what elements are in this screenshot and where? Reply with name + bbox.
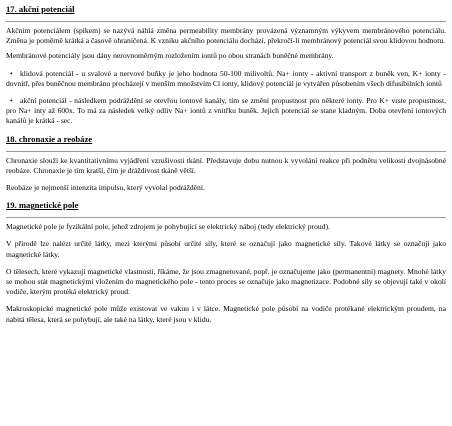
bullet-icon: • xyxy=(10,96,13,106)
section-divider xyxy=(6,151,446,152)
section-divider xyxy=(6,217,446,218)
section-19-paragraph-4: Makroskopické magnetické pole může existovat ve vakuu i v látce. Magnetické pole působí na vodiče protékané elektrickým proudem, na nabitá tělesa, která se pohybují, ale také na látky, které jsou v klidu. xyxy=(6,304,446,324)
section-19-heading: 19. magnetické pole xyxy=(6,200,79,211)
bullet-text: klidová potenciál - u svalové a nervové buňky je jeho hodnota 50-100 milivoltů. Na+ ionty - aktivní transport z buněk ven, K+ ionty - dovnitř, přes buněčnou membránu procházejí v menším množstvím Cl ionty, klidový potenciál je vytvářen působením všech difusibilních iontů xyxy=(6,68,446,88)
section-17-bullet-1 xyxy=(6,69,446,89)
bullet-text: akční potenciál - následkem podráždění se otevřou iontové kanály, tím se změní propustnost pro některé ionty. Pro K+ vrste propustnost, pro Na+ inty až 600x. To má za následek velký odliv Na+ iontů z vnitřku buněk. Jejich potenciál se stane kladným. Doba otevření iontových kanálů je krátká - sec. xyxy=(6,96,446,126)
section-17-heading: 17. akční potenciál xyxy=(6,4,75,14)
section-19-paragraph-2: V přírodě lze nalézt určité látky, mezi kterými působí určité síly, které se označují jako magnetické síly. Takové látky se označují jako magnetické látky. xyxy=(6,239,446,259)
document-page xyxy=(6,4,446,332)
section-18-heading: 18. chronaxie a reobáze xyxy=(6,133,93,144)
bullet-icon: • xyxy=(10,68,13,78)
section-18-paragraph-1: Chronaxie slouží ke kvantitativnímu vyjádření vzrušivosti tkání. Představuje dobu nutnou k vyvolání reakce při podnětu velikosti dvojnásobné reobáze. Chronaxie je tím kratší, čím je dráždivost tkáně větší. xyxy=(6,155,446,175)
section-17-paragraph-1: Akčním potenciálem (spikem) se nazývá náhlá změna permeability membrány provázená významným výkyvem membránového potenciálu. Změna je poměrně krátká a časově ohraničená. K vzniku akčního potenciálu dochází, překročí-li membránový potenciál svou klidovou hodnotu. xyxy=(6,26,446,46)
section-17-paragraph-2: Membránové potenciály jsou dány nerovnoměrným rozložením iontů po obou stranách buněčné membrány. xyxy=(6,51,334,61)
section-19-paragraph-1: Magnetické pole je fyzikální pole, jehož zdrojem je pohybující se elektrický náboj (tedy elektrický proud). xyxy=(6,222,330,232)
section-divider xyxy=(6,21,446,22)
section-17-bullet-2 xyxy=(6,96,446,127)
section-19-paragraph-3: O tělesech, které vykazují magnetické vlastnosti, říkáme, že jsou zmagnetované, popř. je označujeme jako (permanentní) magnety. Mnohé látky se mohou stát magnetickými vložením do magnetického pole - tento proces se označuje jako magnetizace. Podobné síly se objevují také v okolí vodiče, kterým protéká elektrický proud. xyxy=(6,266,446,297)
section-18-paragraph-2: Reobáze je nejmenší intenzita impulsu, který vyvolal podráždění. xyxy=(6,183,205,193)
